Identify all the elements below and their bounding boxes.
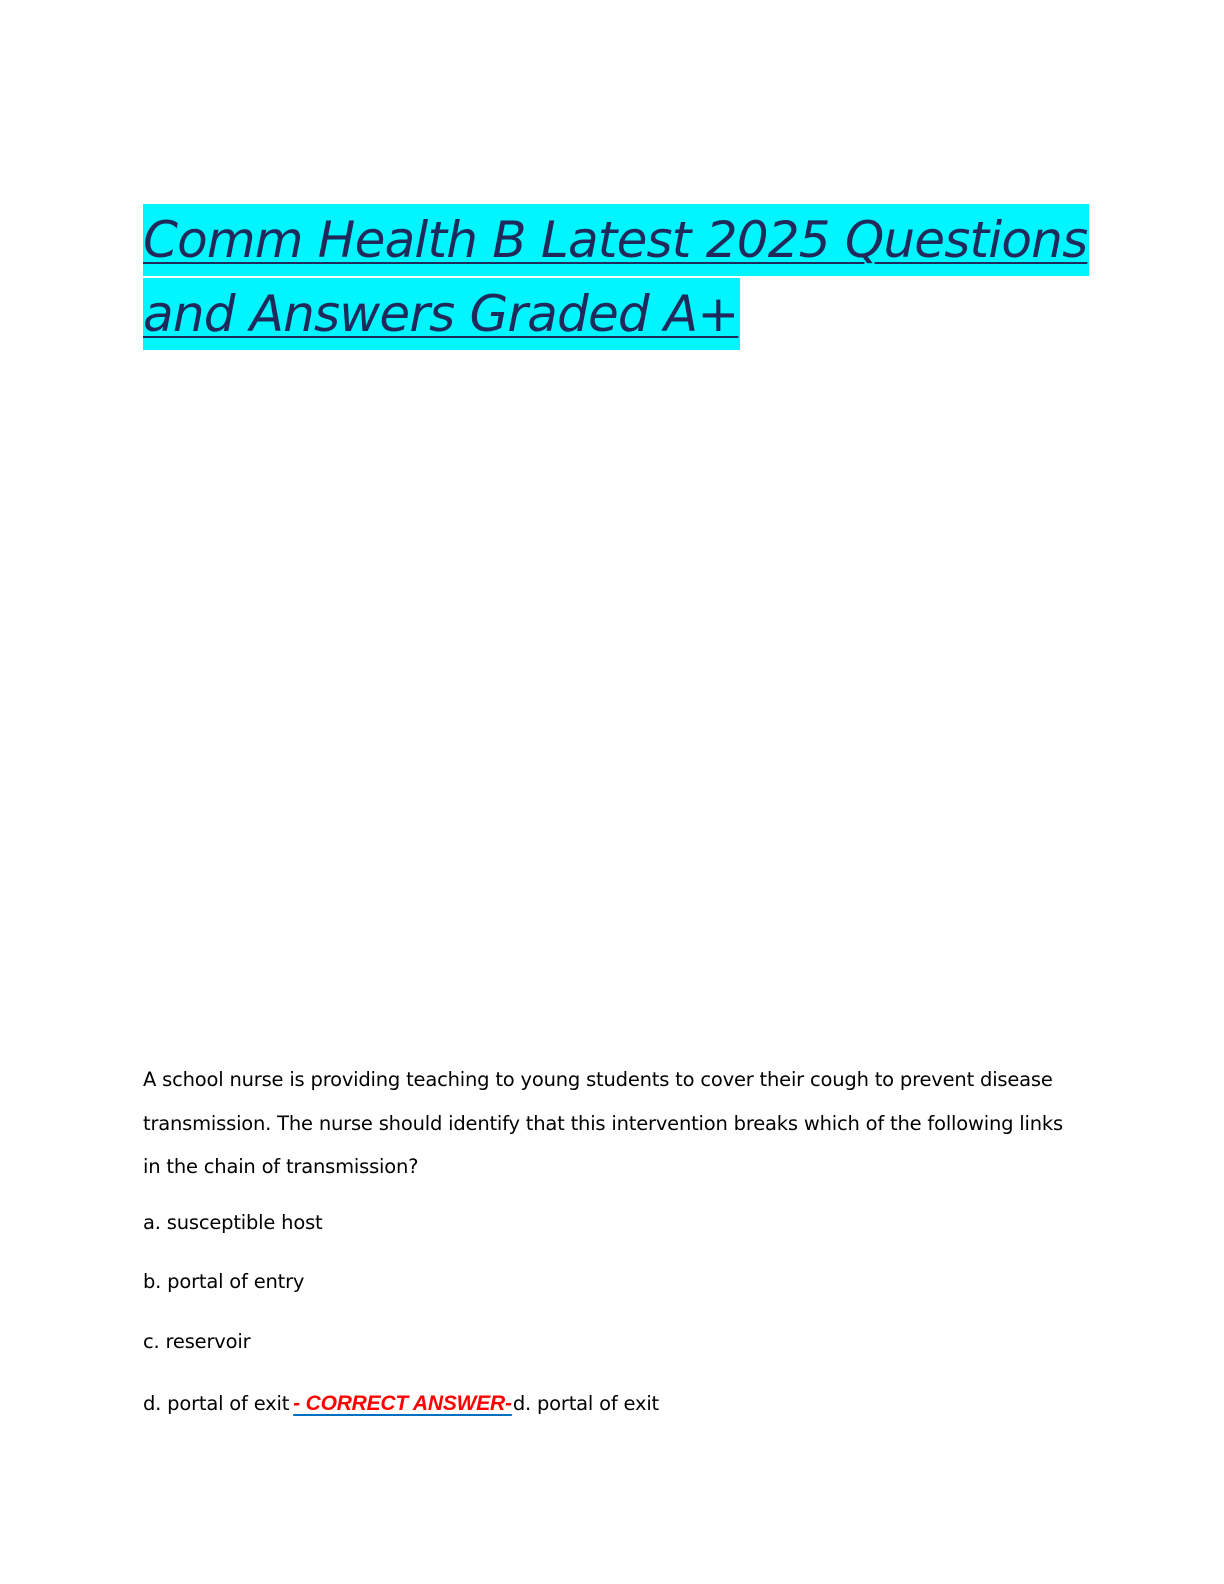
option-a: a. susceptible host xyxy=(143,1211,323,1234)
option-c: c. reservoir xyxy=(143,1330,251,1353)
option-d-line xyxy=(143,1389,659,1419)
document-title xyxy=(143,204,1088,350)
option-b: b. portal of entry xyxy=(143,1270,305,1293)
title-line-2: and Answers Graded A+ xyxy=(143,278,740,350)
answer-text: d. portal of exit xyxy=(512,1392,659,1415)
question-text: A school nurse is providing teaching to young students to cover their cough to prevent disease transmission. The nurse should identify that this intervention breaks which of the following links in the chain of transmission? xyxy=(143,1068,1063,1178)
correct-answer-marker: - CORRECT ANSWER- xyxy=(293,1392,512,1415)
option-d: d. portal of exit xyxy=(143,1392,290,1415)
title-line-1: Comm Health B Latest 2025 Questions xyxy=(143,204,1089,276)
